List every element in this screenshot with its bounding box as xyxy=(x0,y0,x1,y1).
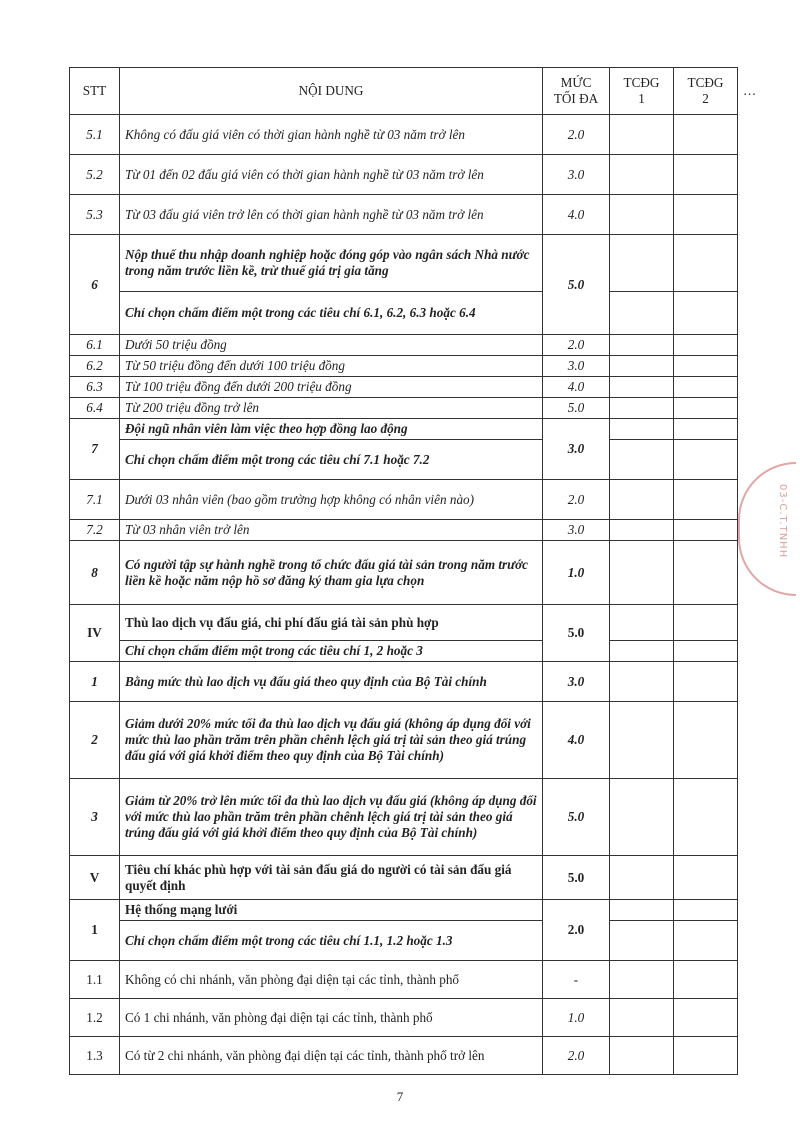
row-stt: 1 xyxy=(70,662,120,702)
score-cell xyxy=(610,779,674,856)
row-content: Từ 200 triệu đồng trở lên xyxy=(120,398,543,419)
table-row xyxy=(70,541,738,605)
row-content-note: Chỉ chọn chấm điểm một trong các tiêu chí 1, 2 hoặc 3 xyxy=(120,641,543,662)
row-stt: 6.4 xyxy=(70,398,120,419)
score-cell xyxy=(610,440,674,480)
row-max: 4.0 xyxy=(543,195,610,235)
table-row xyxy=(70,335,738,356)
header-muc-toi-da xyxy=(543,68,610,115)
score-cell xyxy=(674,520,738,541)
header-row: STT NỘI DUNG MỨC TỐI ĐA TCĐG 1 TCĐG 2 … xyxy=(70,68,738,115)
row-content: Nộp thuế thu nhập doanh nghiệp hoặc đóng góp vào ngân sách Nhà nước trong năm trước liền kề, trừ thuế giá trị gia tăng xyxy=(120,235,543,292)
row-stt: 7 xyxy=(70,419,120,480)
stamp-text: 03-C.T.TNHH xyxy=(777,484,788,559)
table-row xyxy=(70,440,738,480)
row-content: Tiêu chí khác phù hợp với tài sản đấu giá do người có tài sản đấu giá quyết định xyxy=(120,856,543,900)
row-content-note: Chỉ chọn chấm điểm một trong các tiêu chí 7.1 hoặc 7.2 xyxy=(120,440,543,480)
row-content: Dưới 03 nhân viên (bao gồm trường hợp không có nhân viên nào) xyxy=(120,480,543,520)
row-content: Từ 03 đấu giá viên trở lên có thời gian hành nghề từ 03 năm trở lên xyxy=(120,195,543,235)
row-stt: IV xyxy=(70,605,120,662)
row-content: Từ 100 triệu đồng đến dưới 200 triệu đồng xyxy=(120,377,543,398)
row-stt: 7.2 xyxy=(70,520,120,541)
scoring-table xyxy=(69,67,757,1075)
table-row xyxy=(70,605,738,641)
row-content: Từ 03 nhân viên trở lên xyxy=(120,520,543,541)
score-cell xyxy=(610,115,674,155)
score-cell xyxy=(674,398,738,419)
row-content-note: Chỉ chọn chấm điểm một trong các tiêu chí 6.1, 6.2, 6.3 hoặc 6.4 xyxy=(120,292,543,335)
score-cell xyxy=(610,235,674,292)
score-cell xyxy=(674,377,738,398)
row-content: Bằng mức thù lao dịch vụ đấu giá theo quy định của Bộ Tài chính xyxy=(120,662,543,702)
row-stt: 1.2 xyxy=(70,999,120,1037)
score-cell xyxy=(610,195,674,235)
row-stt: 7.1 xyxy=(70,480,120,520)
score-cell xyxy=(610,900,674,921)
row-max: 2.0 xyxy=(543,900,610,961)
row-content: Dưới 50 triệu đồng xyxy=(120,335,543,356)
row-max: - xyxy=(543,961,610,999)
company-stamp xyxy=(738,462,796,596)
row-content: Hệ thống mạng lưới xyxy=(120,900,543,921)
page-number: 7 xyxy=(396,1089,404,1104)
table-row xyxy=(70,419,738,440)
score-cell xyxy=(610,419,674,440)
score-cell xyxy=(674,292,738,335)
score-cell xyxy=(674,961,738,999)
table-row xyxy=(70,702,738,779)
score-cell xyxy=(674,235,738,292)
score-cell xyxy=(610,541,674,605)
table-row xyxy=(70,961,738,999)
row-stt: 5.3 xyxy=(70,195,120,235)
row-max: 3.0 xyxy=(543,356,610,377)
row-content: Giảm từ 20% trở lên mức tối đa thù lao dịch vụ đấu giá (không áp dụng đối với mức thù lao phần trăm trên phần chênh lệch giá trị tài sản theo giá trúng đấu giá với giá khởi điểm theo quy định của Bộ Tài chính) xyxy=(120,779,543,856)
score-cell xyxy=(610,999,674,1037)
header-tc1-line1: TCĐG xyxy=(623,75,660,90)
row-max: 3.0 xyxy=(543,419,610,480)
table-row xyxy=(70,195,738,235)
header-tc2-line2: 2 xyxy=(702,91,709,106)
score-cell xyxy=(610,480,674,520)
row-stt: 5.2 xyxy=(70,155,120,195)
table-row xyxy=(70,641,738,662)
row-max: 5.0 xyxy=(543,235,610,335)
header-muc-line2: TỐI ĐA xyxy=(553,91,599,106)
score-cell xyxy=(610,1037,674,1075)
score-cell xyxy=(610,921,674,961)
table-row xyxy=(70,377,738,398)
table-row xyxy=(70,356,738,377)
table-row xyxy=(70,155,738,195)
score-cell xyxy=(610,356,674,377)
table-row xyxy=(70,999,738,1037)
row-content-note: Chỉ chọn chấm điểm một trong các tiêu chí 1.1, 1.2 hoặc 1.3 xyxy=(120,921,543,961)
row-max: 2.0 xyxy=(543,1037,610,1075)
row-content: Không có đấu giá viên có thời gian hành nghề từ 03 năm trở lên xyxy=(120,115,543,155)
row-max: 2.0 xyxy=(543,480,610,520)
row-stt: 8 xyxy=(70,541,120,605)
row-content: Có 1 chi nhánh, văn phòng đại diện tại các tỉnh, thành phố xyxy=(120,999,543,1037)
row-stt: 1.3 xyxy=(70,1037,120,1075)
score-cell xyxy=(610,292,674,335)
header-tc1-line2: 1 xyxy=(638,91,645,106)
score-cell xyxy=(674,999,738,1037)
row-content: Giảm dưới 20% mức tối đa thù lao dịch vụ đấu giá (không áp dụng đối với mức thù lao phần trăm trên phần chênh lệch giá trị tài sản theo giá trúng đấu giá với giá khởi điểm theo quy định của Bộ Tài chính) xyxy=(120,702,543,779)
score-cell xyxy=(674,605,738,641)
score-cell xyxy=(610,662,674,702)
score-cell xyxy=(674,419,738,440)
row-stt: 3 xyxy=(70,779,120,856)
row-max: 2.0 xyxy=(543,335,610,356)
row-max: 1.0 xyxy=(543,541,610,605)
row-stt: 2 xyxy=(70,702,120,779)
row-max: 4.0 xyxy=(543,377,610,398)
row-max: 2.0 xyxy=(543,115,610,155)
score-cell xyxy=(674,195,738,235)
score-cell xyxy=(610,961,674,999)
row-content: Đội ngũ nhân viên làm việc theo hợp đồng lao động xyxy=(120,419,543,440)
header-tcdg2 xyxy=(674,68,738,115)
row-stt: 6.2 xyxy=(70,356,120,377)
table-row xyxy=(70,520,738,541)
header-noi-dung: NỘI DUNG xyxy=(120,68,543,115)
score-cell xyxy=(610,335,674,356)
header-tc2-line1: TCĐG xyxy=(687,75,724,90)
score-cell xyxy=(610,702,674,779)
score-cell xyxy=(674,335,738,356)
row-content: Không có chi nhánh, văn phòng đại diện tại các tỉnh, thành phố xyxy=(120,961,543,999)
row-stt: 6.1 xyxy=(70,335,120,356)
row-stt: 6.3 xyxy=(70,377,120,398)
score-cell xyxy=(674,541,738,605)
row-max: 4.0 xyxy=(543,702,610,779)
score-cell xyxy=(610,398,674,419)
row-stt: 1 xyxy=(70,900,120,961)
row-max: 5.0 xyxy=(543,856,610,900)
row-stt: V xyxy=(70,856,120,900)
score-cell xyxy=(674,356,738,377)
table-row xyxy=(70,921,738,961)
row-max: 5.0 xyxy=(543,605,610,662)
table-row xyxy=(70,480,738,520)
row-max: 5.0 xyxy=(543,398,610,419)
row-max: 3.0 xyxy=(543,155,610,195)
score-cell xyxy=(674,702,738,779)
row-content: Thù lao dịch vụ đấu giá, chi phí đấu giá tài sản phù hợp xyxy=(120,605,543,641)
table-row xyxy=(70,662,738,702)
score-cell xyxy=(674,115,738,155)
score-cell xyxy=(674,440,738,480)
row-max: 3.0 xyxy=(543,662,610,702)
header-tcdg1 xyxy=(610,68,674,115)
score-cell xyxy=(610,520,674,541)
row-stt: 6 xyxy=(70,235,120,335)
score-cell xyxy=(674,1037,738,1075)
score-cell xyxy=(610,377,674,398)
table-row xyxy=(70,235,738,292)
row-max: 1.0 xyxy=(543,999,610,1037)
score-cell xyxy=(674,900,738,921)
score-cell xyxy=(674,779,738,856)
score-cell xyxy=(674,662,738,702)
row-stt: 1.1 xyxy=(70,961,120,999)
row-max: 5.0 xyxy=(543,779,610,856)
table-row xyxy=(70,1037,738,1075)
score-cell xyxy=(674,641,738,662)
row-content: Có người tập sự hành nghề trong tổ chức đấu giá tài sản trong năm trước liền kề hoặc năm nộp hồ sơ đăng ký tham gia lựa chọn xyxy=(120,541,543,605)
header-stt: STT xyxy=(70,68,120,115)
header-muc-line1: MỨC xyxy=(560,75,592,90)
score-cell xyxy=(674,155,738,195)
table-row xyxy=(70,900,738,921)
score-cell xyxy=(674,480,738,520)
row-content: Từ 50 triệu đồng đến dưới 100 triệu đồng xyxy=(120,356,543,377)
row-max: 3.0 xyxy=(543,520,610,541)
table-row xyxy=(70,398,738,419)
row-stt: 5.1 xyxy=(70,115,120,155)
score-cell xyxy=(674,921,738,961)
row-content: Có từ 2 chi nhánh, văn phòng đại diện tại các tỉnh, thành phố trở lên xyxy=(120,1037,543,1075)
score-cell xyxy=(610,605,674,641)
table-row xyxy=(70,292,738,335)
row-content: Từ 01 đến 02 đấu giá viên có thời gian hành nghề từ 03 năm trở lên xyxy=(120,155,543,195)
table-row xyxy=(70,779,738,856)
table-row xyxy=(70,856,738,900)
score-cell xyxy=(674,856,738,900)
score-cell xyxy=(610,155,674,195)
score-cell xyxy=(610,641,674,662)
table-row xyxy=(70,115,738,155)
score-cell xyxy=(610,856,674,900)
